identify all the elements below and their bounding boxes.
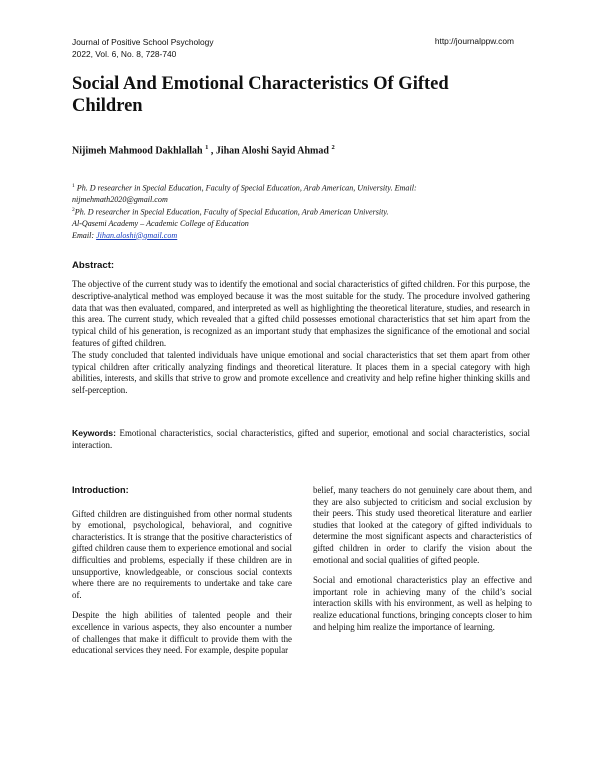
journal-volume: 2022, Vol. 6, No. 8, 728-740 <box>72 49 177 59</box>
paper-title: Social And Emotional Characteristics Of Gifted Children <box>72 74 449 116</box>
intro-right-paragraph-1: belief, many teachers do not genuinely care about them, and they are also subjected to criticism and social exclusion by their peers. This study used theoretical literature and earlier studies that looked at the category of gifted individuals to determine the most significant aspects and characteristics of gifted children in order to clarify the vision about the emotional and social qualities of gifted people. <box>313 485 532 565</box>
keywords-label: Keywords: <box>72 428 116 438</box>
keywords-text: Emotional characteristics, social characteristics, gifted and superior, emotional and social characteristics, social interaction. <box>72 428 530 450</box>
author-line <box>72 144 335 156</box>
abstract-body <box>72 279 530 397</box>
affiliation-2-sup: 2 <box>72 207 75 214</box>
affiliation-2-text: Ph. D researcher in Special Education, Faculty of Special Education, Arab American University. <box>74 207 389 217</box>
introduction-heading: Introduction: <box>72 485 129 495</box>
affiliation-1-email[interactable]: nijmehmath2020@gmail.com <box>72 194 168 204</box>
affiliation-2 <box>72 205 542 218</box>
right-column <box>313 485 532 642</box>
intro-right-paragraph-2: Social and emotional characteristics play an effective and important role in achieving many of the child’s social interaction skills with his environment, as well as helping to realize educational functions, bringing concepts closer to him and helping him realize the importance of learning. <box>313 575 532 632</box>
author-2-sup: 2 <box>331 144 335 151</box>
affiliation-2-email-line <box>72 230 542 241</box>
journal-url[interactable]: http://journalppw.com <box>434 36 514 46</box>
author-1: Nijimeh Mahmood Dakhlallah <box>72 145 203 157</box>
abstract-heading: Abstract: <box>72 260 115 271</box>
abstract-paragraph-2: The study concluded that talented individuals have unique emotional and social characteristics that set them apart from other typical children after critically analyzing findings and theoretical literature. It places them in a special category with high abilities, interests, and skills that strive to grow and promote excellence and creativity and help refine higher thinking skills and self-perception. <box>72 349 530 396</box>
email-label: Email: <box>72 230 97 240</box>
intro-left-paragraph-1: Gifted children are distinguished from other normal students by emotional, psychological, behavioral, and cognitive characteristics. It is strange that the positive characteristics of gifted children cause them to experience emotional and social difficulties and problems, especially if these children are in unsupportive, knowledgeable, or conscious social contexts where there are no requirements to undertake and take care of. <box>72 508 292 600</box>
affiliation-2-email[interactable]: Jihan.aloshi@gmail.com <box>96 230 178 240</box>
intro-left-paragraph-2: Despite the high abilities of talented people and their excellence in various aspects, they also encounter a number of challenges that make it difficult to provide them with the educational services they need. For example, despite popular <box>72 610 292 656</box>
affiliation-1-sup: 1 <box>72 183 75 189</box>
left-column <box>72 485 292 666</box>
affiliation-1 <box>72 181 542 194</box>
abstract-paragraph-1: The objective of the current study was to identify the emotional and social characteristics of gifted children. For this purpose, the descriptive-analytical method was employed because it was the most suitable for the study. The procedure involved gathering data that was then evaluated, compared, and interpreted as well as highlighting the theoretical literature, studies, and research in this area. The current study, which revealed that a gifted child possesses emotional characteristics that set him apart from the typical child of his generation, is recognized as an important study that emphasizes the significance of the emotional and social features of gifted children. <box>72 279 530 348</box>
author-1-sup: 1 <box>205 144 209 151</box>
keywords <box>72 428 530 452</box>
running-header <box>72 36 214 60</box>
affiliations <box>72 181 542 241</box>
author-2: Jihan Aloshi Sayid Ahmad <box>215 145 329 157</box>
journal-name: Journal of Positive School Psychology <box>72 37 214 47</box>
affiliation-1-text: Ph. D researcher in Special Education, Faculty of Special Education, Arab American, University. Email: <box>74 183 417 193</box>
affiliation-2-institution: Al-Qasemi Academy – Academic College of Education <box>72 219 249 229</box>
author-separator: , <box>208 145 216 157</box>
